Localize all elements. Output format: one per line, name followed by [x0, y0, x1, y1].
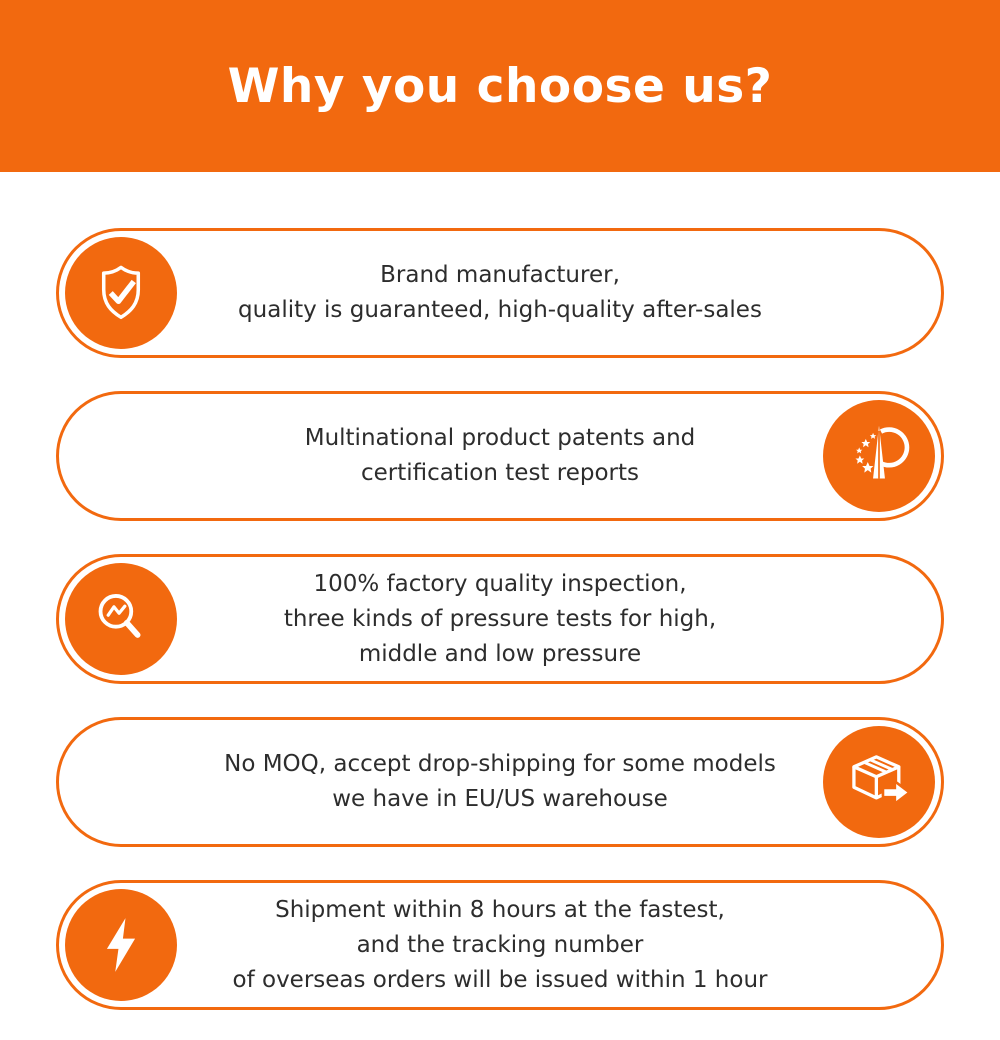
benefit-card-patents	[56, 391, 944, 521]
benefit-card-quality	[56, 228, 944, 358]
package-arrow-icon	[823, 726, 935, 838]
card-text-line: Brand manufacturer,	[380, 262, 620, 288]
benefit-card-inspection	[56, 554, 944, 684]
card-text-line: quality is guaranteed, high-quality after-sales	[238, 297, 762, 323]
card-text-line: we have in EU/US warehouse	[332, 786, 668, 812]
card-text	[59, 567, 941, 672]
card-text-line: 100% factory quality inspection,	[313, 570, 687, 597]
card-text-line: No MOQ, accept drop-shipping for some models	[224, 751, 776, 777]
shield-check-icon	[65, 237, 177, 349]
card-text	[59, 747, 941, 817]
card-text-line: Shipment within 8 hours at the fastest,	[275, 896, 725, 923]
card-text-line: Multinational product patents and	[304, 425, 696, 451]
card-text	[59, 893, 941, 998]
card-text-line: middle and low pressure	[358, 640, 642, 667]
benefit-card-list	[0, 172, 1000, 1010]
benefit-card-shipment	[56, 880, 944, 1010]
page-title: Why you choose us?	[227, 58, 773, 114]
lightning-bolt-icon	[65, 889, 177, 1001]
card-text	[59, 421, 941, 491]
card-text-line: of overseas orders will be issued within 1 hour	[232, 966, 768, 993]
card-text	[59, 258, 941, 328]
magnifier-trend-icon	[65, 563, 177, 675]
card-text-line: and the tracking number	[356, 931, 644, 958]
page-header	[0, 0, 1000, 172]
card-text-line: three kinds of pressure tests for high,	[283, 605, 717, 632]
card-text-line: certification test reports	[361, 460, 639, 486]
benefit-card-dropshipping	[56, 717, 944, 847]
patent-stars-icon	[823, 400, 935, 512]
